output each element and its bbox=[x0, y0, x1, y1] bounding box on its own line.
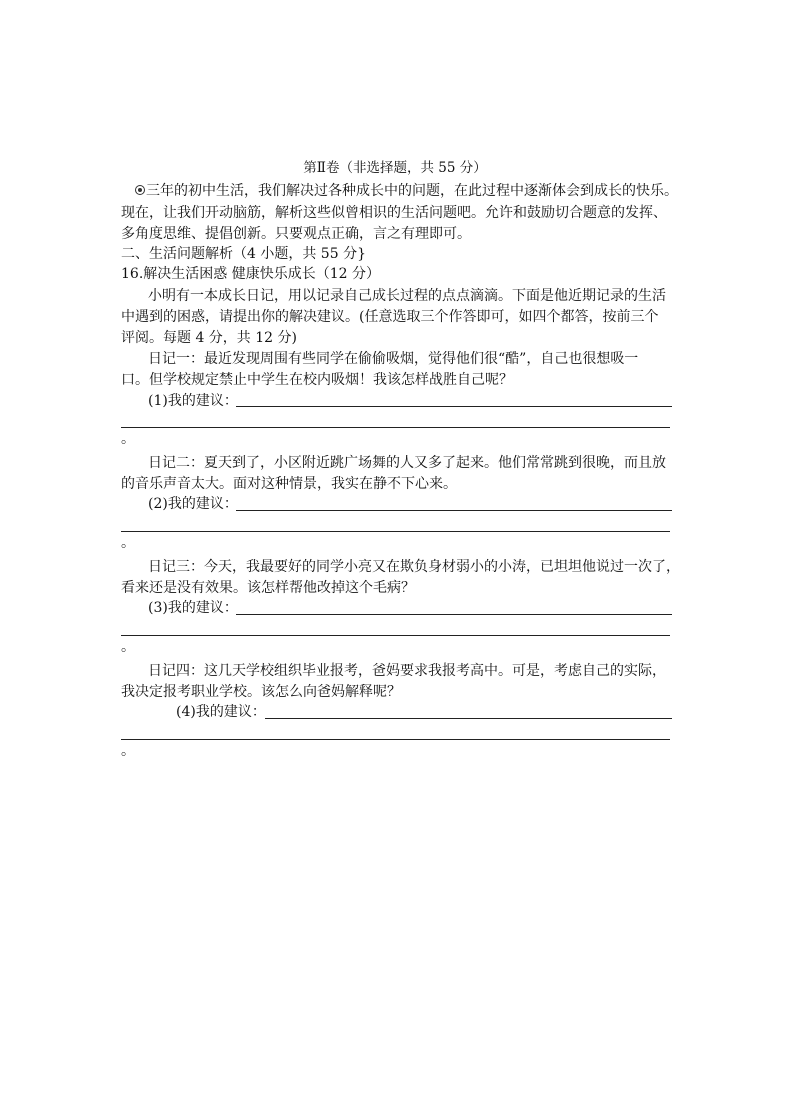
diary-1-line-2: 口。但学校规定禁止中学生在校内吸烟！我该怎样战胜自己呢？ bbox=[121, 372, 513, 388]
diary-3-answer-line-1[interactable] bbox=[236, 614, 672, 615]
diary-3-answer-line-2[interactable] bbox=[121, 635, 670, 636]
diary-2-answer-line-2[interactable] bbox=[121, 531, 670, 532]
diary-3-end: 。 bbox=[121, 639, 135, 655]
diary-1-answer-line-1[interactable] bbox=[236, 406, 672, 407]
diary-4-answer-line-2[interactable] bbox=[121, 739, 670, 740]
part-heading: 二、生活问题解析（4 小题，共 55 分} bbox=[121, 246, 366, 262]
diary-2-prompt: (2)我的建议： bbox=[148, 496, 238, 512]
intro-line-2: 现在，让我们开动脑筋，解析这些似曾相识的生活问题吧。允许和鼓励切合题意的发挥、 bbox=[121, 205, 667, 221]
diary-4-answer-line-1[interactable] bbox=[265, 718, 672, 719]
question-desc-line-2: 中遇到的困惑，请提出你的解决建议。(任意选取三个作答即可，如四个都答，按前三个 bbox=[121, 309, 659, 325]
question-title: 16.解决生活困惑 健康快乐成长（12 分） bbox=[121, 266, 380, 282]
diary-1-answer-line-2[interactable] bbox=[121, 427, 670, 428]
intro-line-3: 多角度思维、提倡创新。只要观点正确，言之有理即可。 bbox=[121, 226, 471, 242]
diary-2-end: 。 bbox=[121, 535, 135, 551]
diary-4-end: 。 bbox=[121, 743, 135, 759]
diary-2-answer-line-1[interactable] bbox=[236, 510, 672, 511]
diary-1-end: 。 bbox=[121, 431, 135, 447]
diary-1-line-1: 日记一：最近发现周围有些同学在偷偷吸烟，觉得他们很“酷”，自己也很想吸一 bbox=[148, 351, 639, 367]
bullet-circle-icon bbox=[135, 185, 145, 195]
diary-2-line-1: 日记二：夏天到了，小区附近跳广场舞的人又多了起来。他们常常跳到很晚，而且放 bbox=[148, 455, 666, 471]
section-title: 第Ⅱ卷（非选择题，共 55 分） bbox=[303, 160, 487, 176]
diary-3-line-2: 看来还是没有效果。该怎样帮他改掉这个毛病？ bbox=[121, 580, 415, 596]
diary-3-line-1: 日记三：今天，我最要好的同学小亮又在欺负身材弱小的小涛，已坦坦他说过一次了， bbox=[148, 559, 680, 575]
diary-2-line-2: 的音乐声音太大。面对这种情景，我实在静不下心来。 bbox=[121, 476, 457, 492]
intro-line-1: 三年的初中生活，我们解决过各种成长中的问题，在此过程中逐渐体会到成长的快乐。 bbox=[135, 181, 678, 201]
question-desc-line-1: 小明有一本成长日记，用以记录自己成长过程的点点滴滴。下面是他近期记录的生活 bbox=[148, 288, 666, 304]
diary-4-line-1: 日记四：这几天学校组织毕业报考，爸妈要求我报考高中。可是，考虑自己的实际， bbox=[148, 663, 666, 679]
question-desc-line-3: 评阅。每题 4 分，共 12 分) bbox=[121, 330, 297, 346]
diary-4-prompt: (4)我的建议： bbox=[176, 704, 266, 720]
diary-3-prompt: (3)我的建议： bbox=[148, 600, 238, 616]
diary-1-prompt: (1)我的建议： bbox=[148, 393, 238, 409]
diary-4-line-2: 我决定报考职业学校。该怎么向爸妈解释呢？ bbox=[121, 684, 401, 700]
